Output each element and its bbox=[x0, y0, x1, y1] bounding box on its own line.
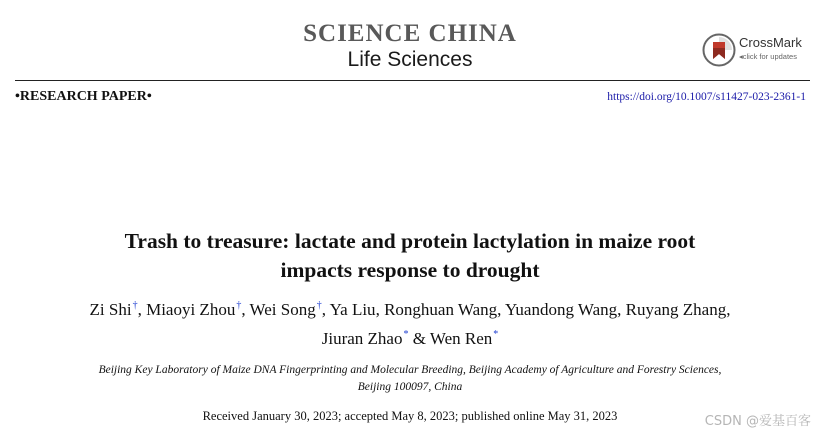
author-name[interactable]: Wei Song bbox=[249, 300, 316, 319]
affiliation-line-1: Beijing Key Laboratory of Maize DNA Fingerprinting and Molecular Breeding, Beijing Academy of Agriculture and Forestry Sciences, bbox=[98, 364, 722, 376]
equal-contribution-mark: † bbox=[316, 300, 322, 311]
journal-subtitle: Life Sciences bbox=[347, 48, 473, 71]
affiliation-line-2: Beijing 100097, China bbox=[357, 381, 463, 393]
author-name[interactable]: Zi Shi bbox=[89, 300, 132, 319]
paper-title-line-1: Trash to treasure: lactate and protein lactylation in maize root bbox=[124, 229, 696, 253]
paper-title-line-2: impacts response to drought bbox=[280, 258, 540, 282]
author-separator: , bbox=[321, 300, 330, 319]
author-name[interactable]: Wen Ren bbox=[429, 329, 493, 348]
author-name[interactable]: Yuandong Wang bbox=[505, 300, 618, 319]
author-name[interactable]: Ruyang Zhang bbox=[625, 300, 727, 319]
corresponding-author-mark: * bbox=[493, 329, 499, 340]
author-name[interactable]: Jiuran Zhao bbox=[321, 329, 403, 348]
author-separator: , bbox=[497, 300, 505, 319]
author-separator: & bbox=[408, 329, 430, 348]
author-list-line-2 bbox=[0, 322, 820, 351]
author-list bbox=[0, 293, 820, 351]
equal-contribution-mark: † bbox=[132, 300, 138, 311]
author-separator: , bbox=[375, 300, 385, 319]
author-separator: , bbox=[241, 300, 250, 319]
author-separator: , bbox=[726, 300, 731, 319]
equal-contribution-mark: † bbox=[236, 300, 242, 311]
crossmark-sublabel: ◂click for updates bbox=[739, 52, 797, 61]
corresponding-author-mark: * bbox=[403, 329, 409, 340]
affiliation bbox=[0, 362, 820, 396]
author-separator: , bbox=[137, 300, 147, 319]
header-divider bbox=[15, 80, 810, 81]
author-name[interactable]: Miaoyi Zhou bbox=[146, 300, 236, 319]
author-name[interactable]: Ronghuan Wang bbox=[384, 300, 498, 319]
author-separator: , bbox=[617, 300, 626, 319]
crossmark-button[interactable] bbox=[702, 33, 812, 67]
author-name[interactable]: Ya Liu bbox=[329, 300, 376, 319]
publication-dates: Received January 30, 2023; accepted May 8, 2023; published online May 31, 2023 bbox=[202, 409, 618, 423]
author-list-line-1 bbox=[0, 293, 820, 322]
crossmark-label: CrossMark bbox=[739, 35, 802, 50]
watermark: CSDN @爱基百客 bbox=[704, 414, 811, 429]
article-type-label: •RESEARCH PAPER• bbox=[15, 89, 152, 104]
doi-link[interactable]: https://doi.org/10.1007/s11427-023-2361-1 bbox=[607, 91, 806, 103]
crossmark-logo-icon bbox=[702, 33, 736, 67]
paper-title bbox=[0, 227, 820, 285]
journal-title: SCIENCE CHINA bbox=[303, 20, 517, 47]
